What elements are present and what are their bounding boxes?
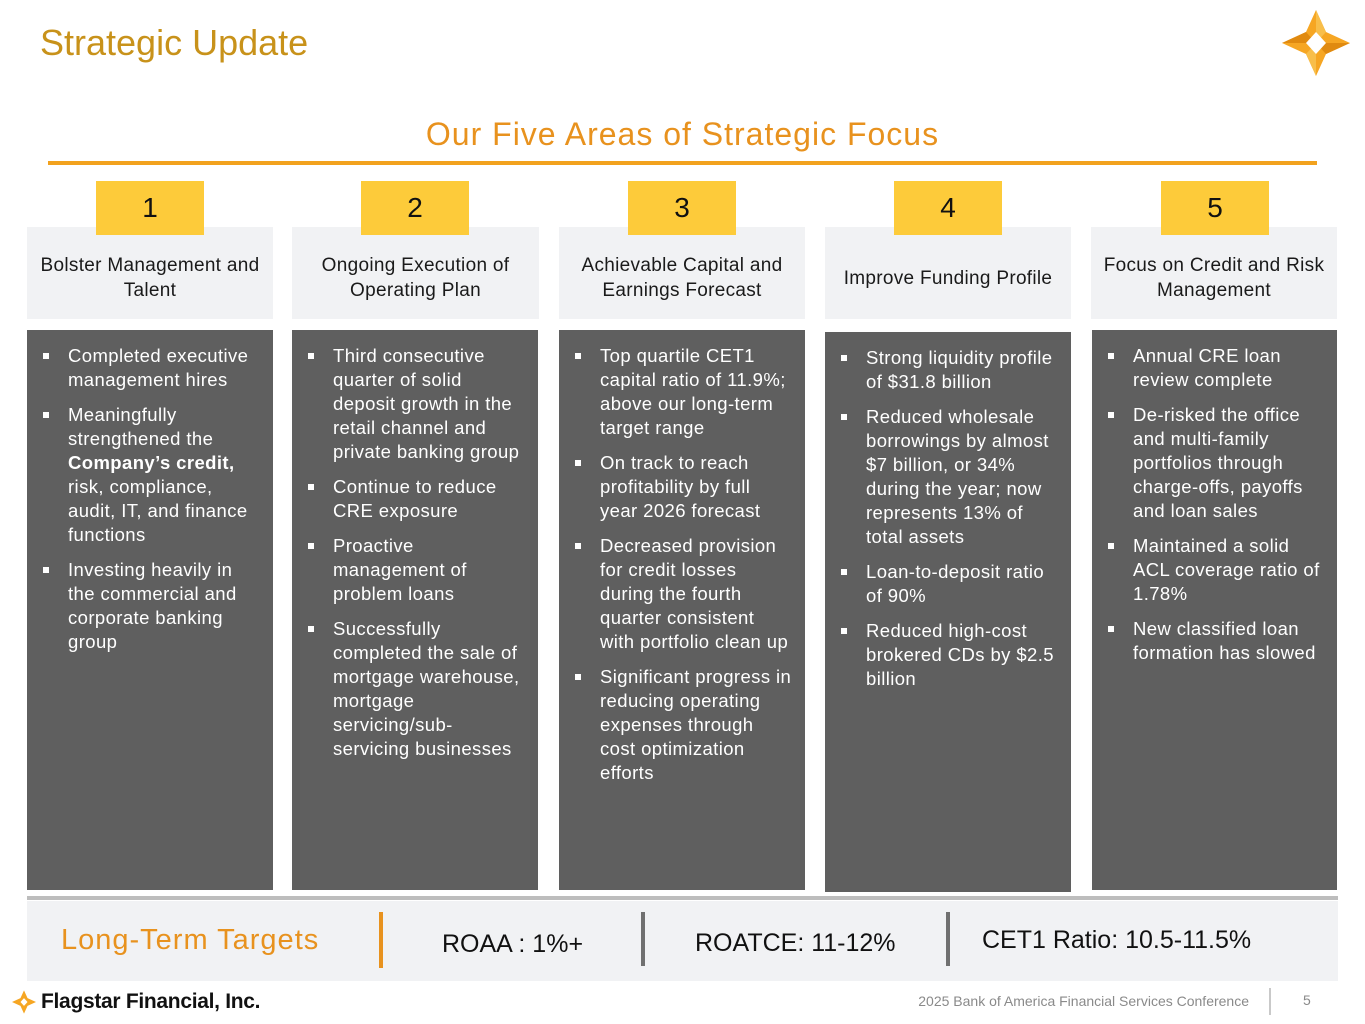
page-number: 5 [1303, 992, 1311, 1008]
list-item: Top quartile CET1 capital ratio of 11.9%; above our long-term target range [575, 344, 793, 440]
area-body-2 [292, 330, 538, 890]
target-cet1: CET1 Ratio: 10.5-11.5% [982, 926, 1252, 954]
section-heading: Our Five Areas of Strategic Focus [425, 116, 940, 152]
footer-conference: 2025 Bank of America Financial Services Conference [918, 993, 1249, 1009]
list-item: Successfully completed the sale of mortgage warehouse, mortgage servicing/sub-servicing businesses [308, 617, 526, 761]
list-item: Significant progress in reducing operating expenses through cost optimization efforts [575, 665, 793, 785]
area-body-5 [1092, 330, 1337, 890]
bullet-text: risk, compliance, audit, IT, and finance functions [68, 476, 248, 545]
target-roaa: ROAA : 1%+ [442, 930, 584, 958]
targets-divider [641, 912, 645, 966]
list-item: Completed executive management hires [43, 344, 261, 392]
bullet-bold-text: Company’s credit, [68, 452, 235, 473]
area-heading-3: Achievable Capital and Earnings Forecast [559, 227, 805, 319]
target-roatce: ROATCE: 11-12% [695, 929, 896, 957]
list-item [43, 403, 261, 547]
footer-brand [12, 990, 260, 1014]
bullet-text: Meaningfully strengthened the [68, 404, 214, 449]
list-item: Maintained a solid ACL coverage ratio of 1.78% [1108, 534, 1325, 606]
area-number-2: 2 [361, 181, 469, 235]
list-item: Investing heavily in the commercial and corporate banking group [43, 558, 261, 654]
targets-divider [946, 912, 950, 966]
list-item: De-risked the office and multi-family portfolios through charge-offs, payoffs and loan sales [1108, 403, 1325, 523]
area-heading-5: Focus on Credit and Risk Management [1091, 227, 1337, 319]
list-item: Third consecutive quarter of solid deposit growth in the retail channel and private banking group [308, 344, 526, 464]
list-item: Continue to reduce CRE exposure [308, 475, 526, 523]
list-item: Decreased provision for credit losses during the fourth quarter consistent with portfolio clean up [575, 534, 793, 654]
list-item: Proactive management of problem loans [308, 534, 526, 606]
area-body-4 [825, 332, 1071, 892]
area-number-4: 4 [894, 181, 1002, 235]
list-item: On track to reach profitability by full year 2026 forecast [575, 451, 793, 523]
list-item: Annual CRE loan review complete [1108, 344, 1325, 392]
heading-divider [48, 161, 1317, 165]
footer-brand-name: Flagstar Financial, Inc. [41, 990, 261, 1013]
targets-divider [379, 912, 383, 968]
list-item: New classified loan formation has slowed [1108, 617, 1325, 665]
footer-divider [1269, 988, 1271, 1015]
area-body-1 [27, 330, 273, 890]
list-item: Strong liquidity profile of $31.8 billion [841, 346, 1059, 394]
area-body-3 [559, 330, 805, 890]
area-heading-1: Bolster Management and Talent [27, 227, 273, 319]
list-item: Reduced high-cost brokered CDs by $2.5 billion [841, 619, 1059, 691]
area-number-1: 1 [96, 181, 204, 235]
area-heading-2: Ongoing Execution of Operating Plan [292, 227, 539, 319]
flagstar-star-icon [1282, 10, 1350, 76]
page-title: Strategic Update [40, 22, 309, 63]
targets-label: Long-Term Targets [61, 924, 320, 956]
flagstar-star-icon [12, 990, 36, 1014]
targets-shadow [27, 896, 1338, 900]
list-item: Reduced wholesale borrowings by almost $7 billion, or 34% during the year; now represents 13% of total assets [841, 405, 1059, 549]
area-number-5: 5 [1161, 181, 1269, 235]
list-item: Loan-to-deposit ratio of 90% [841, 560, 1059, 608]
area-number-3: 3 [628, 181, 736, 235]
area-heading-4: Improve Funding Profile [825, 227, 1071, 319]
